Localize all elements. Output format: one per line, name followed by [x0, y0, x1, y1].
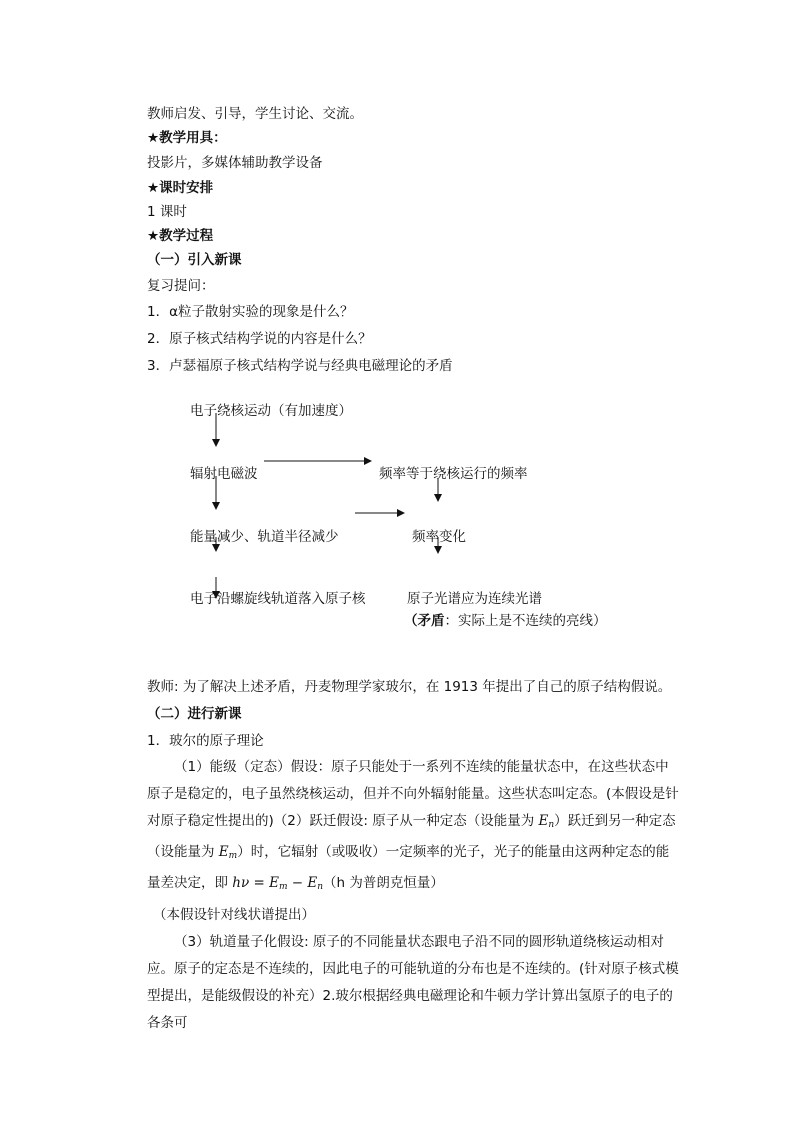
p1-text-c: ）时，它辐射（或吸收）一定频率的光子，光子的能量由这两种定态的能量差决定，即	[147, 844, 670, 891]
tools-heading: ★教学用具：	[147, 130, 227, 146]
note-line: （本假设针对线状谱提出）	[153, 907, 315, 923]
diagram-left-4: 电子沿螺旋线轨道落入原子核	[190, 591, 366, 607]
energy-en: $E_n$	[538, 813, 555, 830]
question-1: 1．α粒子散射实验的现象是什么？	[147, 304, 354, 320]
orbit-quantization-paragraph: （3）轨道量子化假设: 原子的不同能量状态跟电子沿不同的圆形轨道绕核运动相对应。原子的定态是不连续的，因此电子的可能轨道的分布也是不连续的。(针对原子核式模型提出，是能级假设的补充）2.玻尔根据经典电磁理论和牛顿力学计算出氢原子的电子的各条可	[147, 934, 679, 1031]
schedule-text: 1 课时	[147, 204, 187, 220]
postulates-paragraph	[147, 754, 682, 901]
p1-text-d: （h 为普朗克恒量）	[323, 875, 444, 891]
diagram-right-1: 频率等于绕核运行的频率	[379, 466, 528, 482]
section1-heading: （一）引入新课	[147, 252, 242, 268]
question-3: 3．卢瑟福原子核式结构学说与经典电磁理论的矛盾	[147, 358, 453, 374]
teacher-line: 教师: 为了解决上述矛盾，丹麦物理学家玻尔，在 1913 年提出了自己的原子结构假说。	[147, 679, 672, 695]
diagram-right-3: 原子光谱应为连续光谱	[407, 591, 542, 607]
section2-heading: （二）进行新课	[147, 706, 242, 722]
diagram-right-2: 频率变化	[412, 529, 466, 545]
diagram-contradiction	[404, 611, 607, 631]
energy-formula: $h\nu = E_m - E_n$	[232, 875, 324, 892]
energy-em: $E_m$	[218, 844, 238, 861]
p1-text-a: （1）能级（定态）假设：原子只能处于一系列不连续的能量状态中，在这些状态中原子是稳定的，电子虽然绕核运动，但并不向外辐射能量。这些状态叫定态。(本假设是针对原子稳定性提出的)（2）跃迁假设: 原子从一种定态（设能量为	[147, 759, 679, 829]
diagram-left-1: 电子绕核运动（有加速度）	[190, 403, 352, 419]
teaching-method-line: 教师启发、引导，学生讨论、交流。	[147, 106, 363, 122]
schedule-heading: ★课时安排	[147, 180, 214, 196]
review-label: 复习提问：	[147, 278, 215, 294]
question-2: 2．原子核式结构学说的内容是什么？	[147, 331, 372, 347]
tools-text: 投影片，多媒体辅助教学设备	[147, 155, 323, 171]
diagram-left-2: 辐射电磁波	[190, 466, 258, 482]
process-heading: ★教学过程	[147, 228, 214, 244]
contradiction-label: （矛盾	[404, 613, 445, 629]
contradiction-text: ：实际上是不连续的亮线）	[444, 613, 607, 629]
p1-text-b: ）跃迁到另一种定态（设能量为	[147, 813, 676, 860]
bohr-theory-title: 1．玻尔的原子理论	[147, 733, 264, 749]
diagram-left-3: 能量减少、轨道半径减少	[190, 529, 339, 545]
